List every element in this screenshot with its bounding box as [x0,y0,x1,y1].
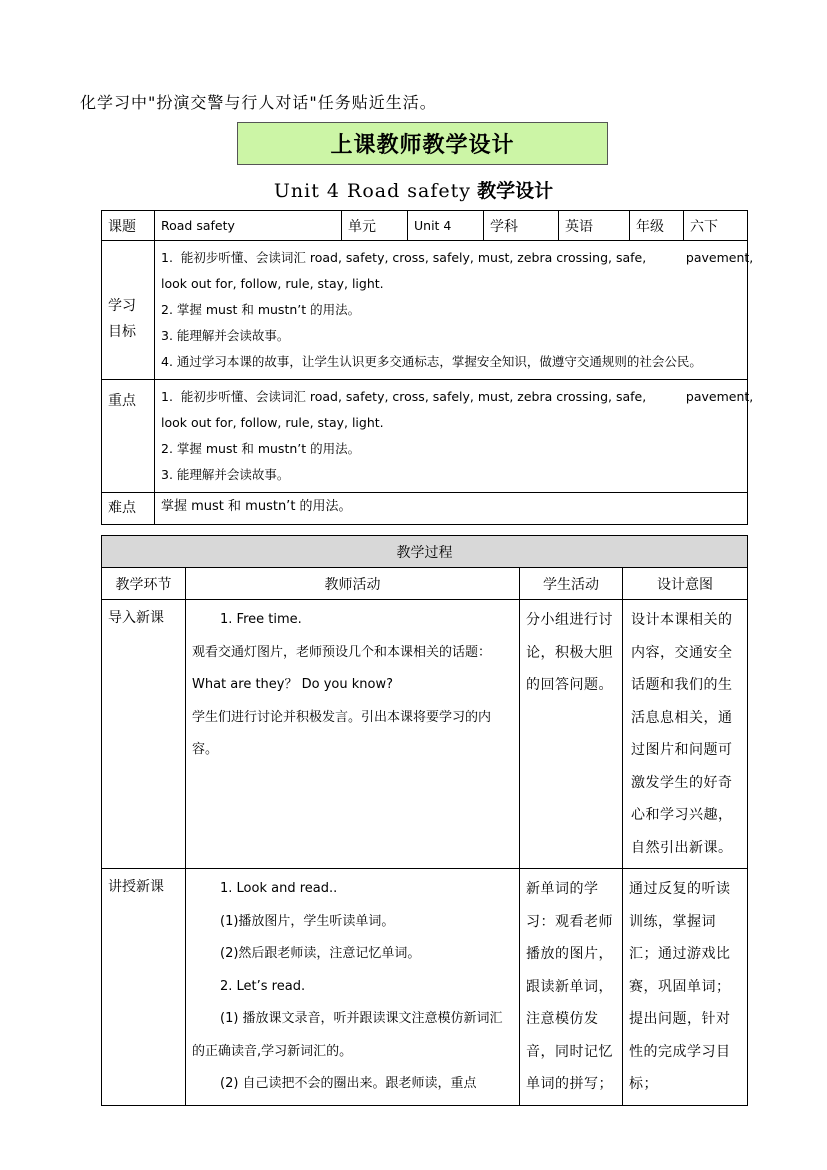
document-title [0,176,827,203]
grade-value: 六下 [684,211,748,241]
design-intent-cell: 设计本课相关的内容，交通安全话题和我们的生活息息相关，通过图片和问题可激发学生的好奇心和学习兴趣，自然引出新课。 [623,600,748,869]
process-column-headers [102,568,748,600]
teacher-step: (1) 播放课文录音，听并跟读课文注意模仿新词汇的正确读音,学习新词汇的。 [192,1011,503,1059]
unit-value: Unit 4 [408,211,484,241]
student-activity-cell: 分小组进行讨论，积极大胆的回答问题。 [520,600,623,869]
column-intent: 设计意图 [623,568,748,600]
objectives-label-text: 学习目标 [108,298,136,340]
design-intent-cell: 通过反复的听读训练，掌握词汇；通过游戏比赛，巩固单词；提出问题，针对性的完成学习目标； [623,869,748,1106]
student-activity-cell: 新单词的学习：观看老师播放的图片，跟读新单词，注意模仿发音，同时记忆单词的拼写； [520,869,623,1106]
topic-label: 课题 [102,211,155,241]
objectives-content [155,241,754,380]
difficulty-label: 难点 [102,493,155,525]
objective-item: 1. 能初步听懂、会读词汇 road, safety, cross, safely, must, zebra crossing, safe, pavement, [161,250,754,265]
key-point-item: 3. 能理解并会读故事。 [161,467,290,482]
process-heading: 教学过程 [102,536,748,568]
teacher-step: 2. Let’s read. [220,978,306,994]
stage-cell: 导入新课 [102,600,186,869]
subject-label: 学科 [484,211,559,241]
difficulty-content: 掌握 must 和 mustn’t 的用法。 [155,493,748,525]
key-point-item: 1. 能初步听懂、会读词汇 road, safety, cross, safely, must, zebra crossing, safe, pavement, [161,389,754,404]
column-student: 学生活动 [520,568,623,600]
objective-item: 4. 通过学习本课的故事，让学生认识更多交通标志，掌握安全知识，做遵守交通规则的社会公民。 [161,354,702,369]
topic-value: Road safety [155,211,342,241]
teacher-step: (2) 自己读把不会的圈出来。跟老师读，重点 [220,1076,477,1091]
process-row-intro [102,600,748,869]
key-points-content [155,380,754,493]
stage-cell: 讲授新课 [102,869,186,1106]
unit-label: 单元 [342,211,408,241]
key-points-row [102,380,748,493]
process-row-new-lesson [102,869,748,1106]
banner-title: 上课教师教学设计 [237,122,608,165]
column-stage: 教学环节 [102,568,186,600]
teacher-step: (2)然后跟老师读，注意记忆单词。 [220,946,421,961]
title-suffix: 教学设计 [477,180,554,202]
objective-item: 3. 能理解并会读故事。 [161,328,290,343]
key-points-label: 重点 [102,380,155,493]
objective-item: 2. 掌握 must 和 mustn’t 的用法。 [161,302,361,317]
teacher-step: 1. Free time. [220,612,302,627]
difficulty-row [102,493,748,525]
teacher-step: 1. Look and read.. [220,881,338,896]
intro-line: 化学习中"扮演交警与行人对话"任务贴近生活。 [80,93,437,112]
teacher-activity-cell [186,869,520,1106]
key-point-item: look out for, follow, rule, stay, light. [161,415,384,430]
process-heading-row [102,536,748,568]
objective-item: look out for, follow, rule, stay, light. [161,276,384,291]
subject-value: 英语 [559,211,630,241]
teacher-step: 观看交通灯图片，老师预设几个和本课相关的话题： What are they？ Do you know? [192,644,492,692]
lesson-info-table [101,210,754,525]
grade-label: 年级 [630,211,684,241]
key-point-item: 2. 掌握 must 和 mustn’t 的用法。 [161,441,361,456]
column-teacher: 教师活动 [186,568,520,600]
teacher-step: (1)播放图片，学生听读单词。 [220,913,395,929]
teaching-process-table [101,535,748,1106]
info-row [102,211,748,241]
teacher-activity-cell [186,600,520,869]
objectives-label [102,241,155,380]
title-unit: Unit 4 Road safety [273,180,472,202]
objectives-row [102,241,748,380]
teacher-step: 学生们进行讨论并积极发言。引出本课将要学习的内容。 [192,709,492,757]
